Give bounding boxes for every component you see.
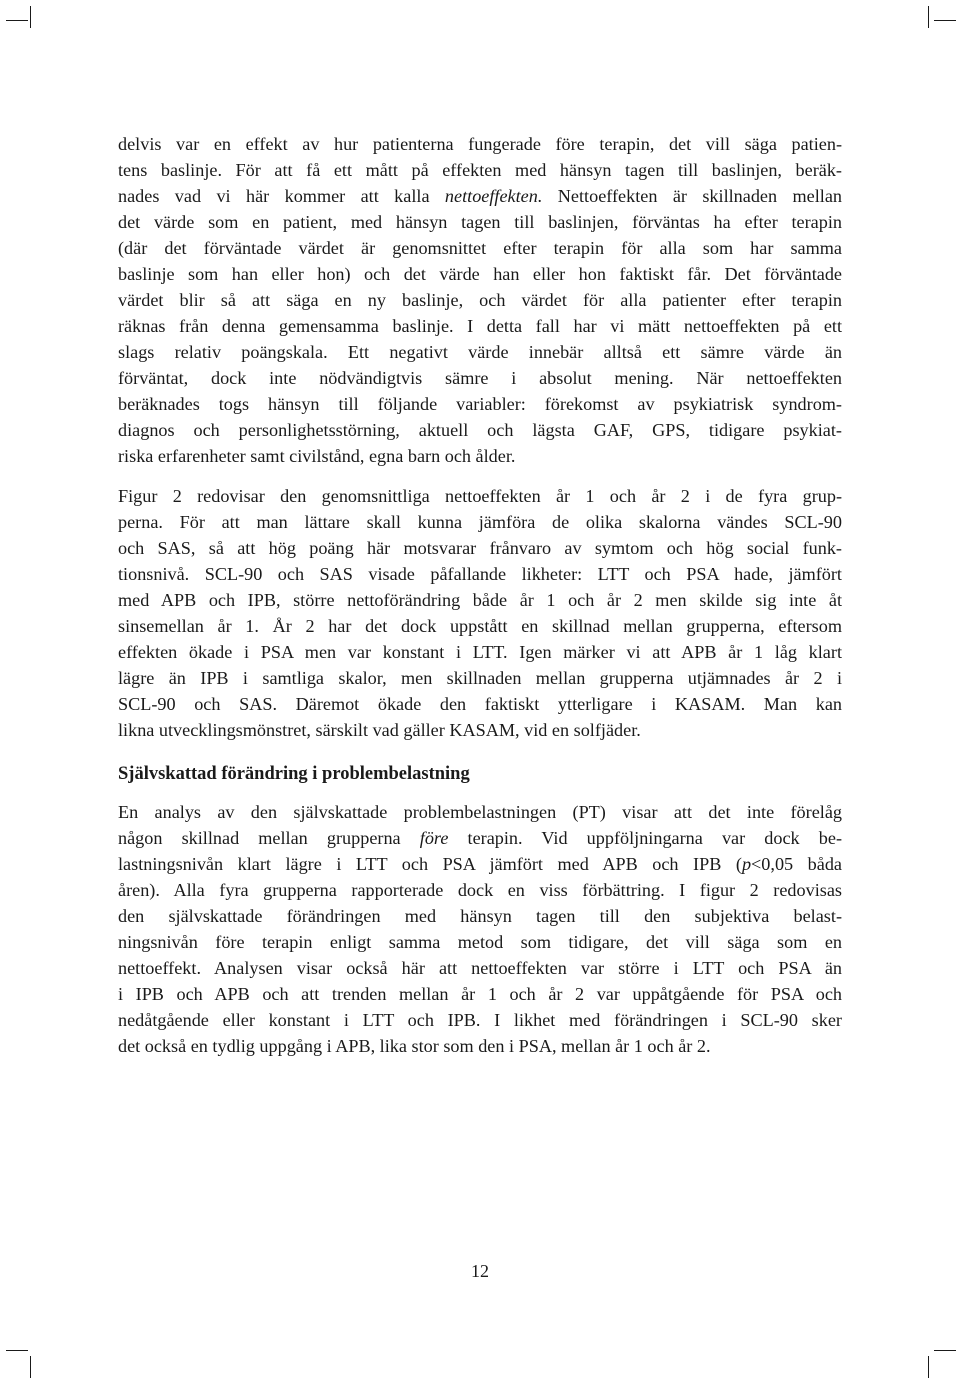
text-segment: Nettoeffekten är skillnaden mellan xyxy=(542,186,842,206)
text-segment: terapin. Vid uppföljningarna var dock be- xyxy=(448,828,842,848)
crop-mark xyxy=(934,20,956,21)
text-line: riska erfarenheter samt civilstånd, egna barn och ålder. xyxy=(118,446,516,466)
page-number: 12 xyxy=(471,1261,489,1281)
text-line: värdet blir så att säga en ny baslinje, och värdet för alla patienter efter terapin xyxy=(118,290,842,310)
italic-term: före xyxy=(419,828,449,848)
text-line: räknas från denna gemensamma baslinje. I detta fall har vi mätt nettoeffekten på ett xyxy=(118,316,842,336)
text-line: det värde som en patient, med hänsyn tagen till baslinjen, förväntas ha efter terapin xyxy=(118,212,842,232)
crop-mark xyxy=(928,6,929,28)
text-line: baslinje som han eller hon) och det värde han eller hon faktiskt får. Det förväntade xyxy=(118,264,842,284)
text-line: En analys av den självskattade problembelastningen (PT) visar att det inte förelåg xyxy=(118,802,842,822)
page-content xyxy=(118,131,842,1059)
text-line: diagnos och personlighetsstörning, aktuell och lägsta GAF, GPS, tidigare psykiat- xyxy=(118,420,842,440)
text-line: förväntat, dock inte nödvändigtvis sämre i absolut mening. När nettoeffekten xyxy=(118,368,842,388)
crop-mark xyxy=(30,1356,31,1378)
text-line: tens baslinje. För att få ett mått på effekten med hänsyn tagen till baslinjen, beräk- xyxy=(118,160,842,180)
text-segment: någon skillnad mellan grupperna xyxy=(118,828,420,848)
text-line xyxy=(118,183,842,209)
italic-term: nettoeffekten. xyxy=(444,186,543,206)
text-line: perna. För att man lättare skall kunna jämföra de olika skalorna vändes SCL-90 xyxy=(118,512,842,532)
text-segment: lastningsnivån klart lägre i LTT och PSA jämfört med APB och IPB ( xyxy=(118,854,742,874)
paragraph-problem-load xyxy=(118,799,842,1059)
text-line: delvis var en effekt av hur patienterna fungerade före terapin, det vill säga patien- xyxy=(118,134,842,154)
text-line: slags relativ poängskala. Ett negativt värde innebär alltså ett sämre värde än xyxy=(118,342,842,362)
text-line: åren). Alla fyra grupperna rapporterade dock en viss förbättring. I figur 2 redovisas xyxy=(118,880,842,900)
text-line: beräknades togs hänsyn till följande variabler: förekomst av psykiatrisk syndrom- xyxy=(118,394,842,414)
text-line xyxy=(118,825,842,851)
paragraph-figure-2 xyxy=(118,483,842,743)
text-line: lägre än IPB i samtliga skalor, men skillnaden mellan grupperna utjämnades år 2 i xyxy=(118,668,842,688)
text-line: sinsemellan år 1. År 2 har det dock uppstått en skillnad mellan grupperna, eftersom xyxy=(118,616,842,636)
text-line: tionsnivå. SCL-90 och SAS visade påfallande likheter: LTT och PSA hade, jämfört xyxy=(118,564,842,584)
crop-mark xyxy=(934,1350,956,1351)
text-line: i IPB och APB och att trenden mellan år 1 och år 2 var uppåtgående för PSA och xyxy=(118,984,842,1004)
text-line: likna utvecklingsmönstret, särskilt vad gäller KASAM, vid en solfjäder. xyxy=(118,720,641,740)
crop-mark xyxy=(6,1350,28,1351)
text-line: effekten ökade i PSA men var konstant i LTT. Igen märker vi att APB år 1 låg klart xyxy=(118,642,842,662)
italic-term: p xyxy=(741,854,752,874)
crop-mark xyxy=(928,1356,929,1378)
text-line xyxy=(118,851,842,877)
text-line: Figur 2 redovisar den genomsnittliga nettoeffekten år 1 och år 2 i de fyra grup- xyxy=(118,486,842,506)
text-line: nettoeffekt. Analysen visar också här att nettoeffekten var större i LTT och PSA än xyxy=(118,958,842,978)
text-segment: <0,05 båda xyxy=(751,854,842,874)
text-line: det också en tydlig uppgång i APB, lika stor som den i PSA, mellan år 1 och år 2. xyxy=(118,1036,711,1056)
text-segment: nades vad vi här kommer att kalla xyxy=(118,186,445,206)
section-heading: Självskattad förändring i problembelastning xyxy=(118,764,470,784)
crop-mark xyxy=(6,20,28,21)
text-line: ningsnivån före terapin enligt samma metod som tidigare, det vill säga som en xyxy=(118,932,842,952)
text-line: den självskattade förändringen med hänsyn tagen till den subjektiva belast- xyxy=(118,906,842,926)
text-line: nedåtgående eller konstant i LTT och IPB. I likhet med förändringen i SCL-90 sker xyxy=(118,1010,842,1030)
text-line: SCL-90 och SAS. Däremot ökade den faktiskt ytterligare i KASAM. Man kan xyxy=(118,694,842,714)
text-line: (där det förväntade värdet är genomsnittet efter terapin för alla som har samma xyxy=(118,238,842,258)
crop-mark xyxy=(30,6,31,28)
text-line: med APB och IPB, större nettoförändring både år 1 och år 2 men skilde sig inte åt xyxy=(118,590,842,610)
paragraph-net-effect xyxy=(118,131,842,469)
text-line: och SAS, så att hög poäng här motsvarar frånvaro av symtom och hög social funk- xyxy=(118,538,842,558)
